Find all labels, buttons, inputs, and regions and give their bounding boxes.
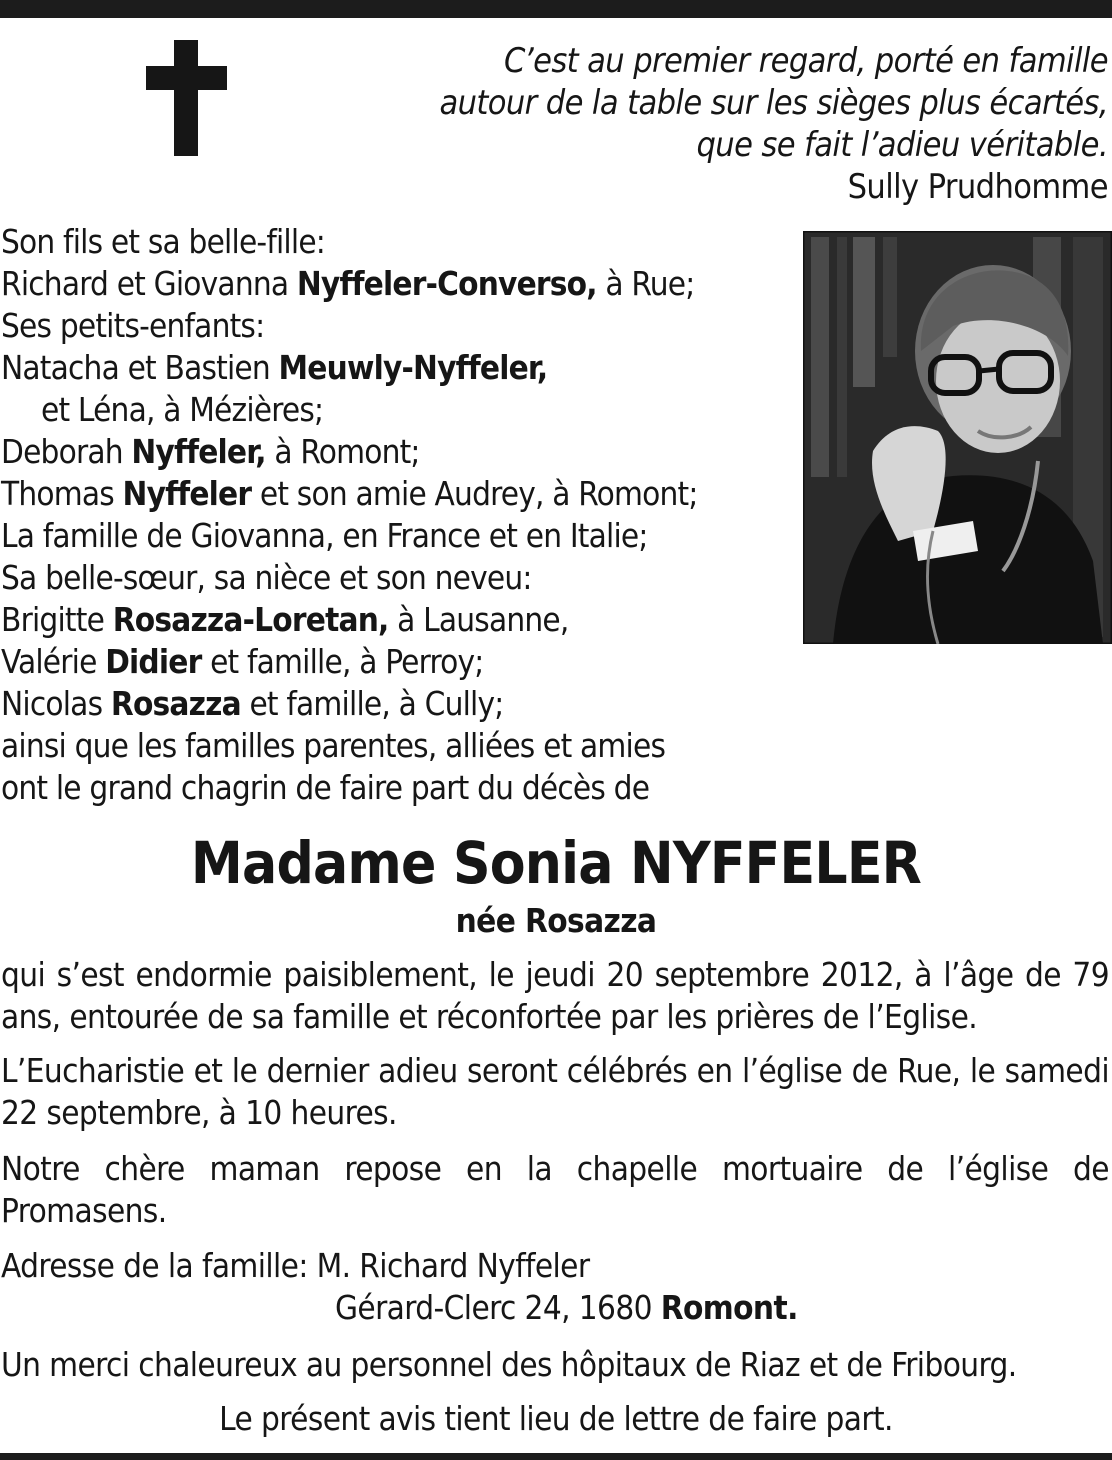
death-notice-paragraph: qui s’est endormie paisiblement, le jeudi 20 septembre 2012, à l’âge de 79 ans, entourée de sa famille et réconfortée par les prières de l’Eglise. <box>1 955 1109 1036</box>
family-line-text: et famille, à Perroy; <box>201 642 484 681</box>
epigraph-quote <box>348 40 1108 208</box>
family-line-text: La famille de Giovanna, en France et en Italie; <box>1 516 648 555</box>
family-surname: Rosazza-Loretan, <box>112 600 389 639</box>
family-surname: Nyffeler, <box>131 432 266 471</box>
family-line-text: Sa belle-sœur, sa nièce et son neveu: <box>1 558 532 597</box>
family-line-text: à Rue; <box>596 264 695 303</box>
cross-icon <box>146 40 227 156</box>
address-name: M. Richard Nyffeler <box>316 1246 590 1285</box>
family-address <box>1 1245 1109 1329</box>
family-line <box>1 347 781 389</box>
family-line <box>1 431 781 473</box>
ceremony-paragraph: L’Eucharistie et le dernier adieu seront célébrés en l’église de Rue, le samedi 22 septembre, à 10 heures. <box>1 1051 1109 1132</box>
family-line <box>1 263 781 305</box>
maiden-name: née Rosazza <box>455 901 657 940</box>
family-line <box>1 767 781 809</box>
family-surname: Didier <box>105 642 202 681</box>
quote-line: que se fait l’adieu véritable. <box>696 125 1108 165</box>
address-city: Romont. <box>660 1288 798 1327</box>
family-surname: Meuwly-Nyffeler, <box>278 348 548 387</box>
address-label: Adresse de la famille: <box>1 1246 317 1285</box>
address-street: Gérard-Clerc 24, 1680 <box>335 1288 661 1327</box>
family-line-text: Valérie <box>1 642 106 681</box>
family-line <box>1 599 781 641</box>
quote-line: C’est au premier regard, porté en famille <box>503 41 1108 81</box>
quote-author: Sully Prudhomme <box>847 167 1108 207</box>
family-line <box>1 305 781 347</box>
thanks-line: Un merci chaleureux au personnel des hôpitaux de Riaz et de Fribourg. <box>1 1345 1017 1384</box>
family-line-text: et Léna, à Mézières; <box>41 390 324 429</box>
family-line-text: Deborah <box>1 432 132 471</box>
family-line <box>1 557 781 599</box>
family-line <box>1 683 781 725</box>
family-line-text: à Lausanne, <box>388 600 569 639</box>
family-line <box>1 725 781 767</box>
family-line <box>1 473 781 515</box>
family-surname: Nyffeler <box>122 474 252 513</box>
family-list <box>1 221 781 809</box>
family-line-text: Brigitte <box>1 600 113 639</box>
top-rule <box>0 0 1112 18</box>
quote-line: autour de la table sur les sièges plus écartés, <box>439 83 1108 123</box>
bottom-rule <box>0 1453 1112 1460</box>
family-line-text: et son amie Audrey, à Romont; <box>251 474 698 513</box>
family-line <box>1 641 781 683</box>
family-surname: Nyffeler-Converso, <box>296 264 597 303</box>
family-line-text: Nicolas <box>1 684 111 723</box>
family-line <box>1 221 781 263</box>
family-line-text: ont le grand chagrin de faire part du décès de <box>1 768 650 807</box>
closing-line: Le présent avis tient lieu de lettre de faire part. <box>219 1399 893 1438</box>
family-line <box>1 389 781 431</box>
family-line-text: Richard et Giovanna <box>1 264 297 303</box>
family-line-text: Thomas <box>1 474 123 513</box>
family-line-text: Natacha et Bastien <box>1 348 279 387</box>
family-line-text: Ses petits-enfants: <box>1 306 265 345</box>
family-line-text: Son fils et sa belle-fille: <box>1 222 325 261</box>
family-line-text: ainsi que les familles parentes, alliées et amies <box>1 726 666 765</box>
deceased-name: Madame Sonia NYFFELER <box>190 829 922 897</box>
family-surname: Rosazza <box>110 684 241 723</box>
family-line <box>1 515 781 557</box>
family-line-text: et famille, à Cully; <box>240 684 504 723</box>
chapel-paragraph: Notre chère maman repose en la chapelle mortuaire de l’église de Promasens. <box>1 1149 1109 1230</box>
family-line-text: à Romont; <box>265 432 420 471</box>
portrait-photo <box>803 231 1112 644</box>
